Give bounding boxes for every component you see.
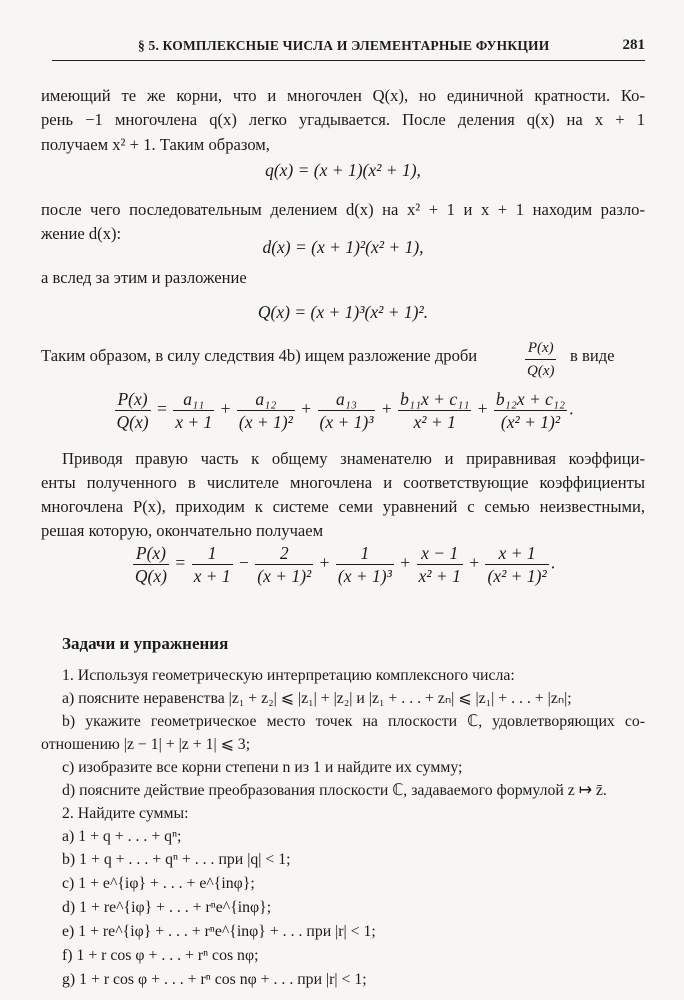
exercise-item: f) 1 + r cos φ + . . . + rⁿ cos nφ; (62, 947, 259, 964)
exercises-heading: Задачи и упражнения (62, 634, 229, 653)
running-header (52, 38, 645, 61)
paragraph-line: получаем x² + 1. Таким образом, (41, 135, 270, 154)
fraction-denominator: Q(x) (527, 363, 555, 379)
inline-fraction (523, 337, 558, 382)
fraction-numerator: P(x) (525, 337, 556, 360)
exercise-item: 1. Используя геометрическую интерпретацию комплексного числа: (62, 667, 515, 684)
paragraph-line: жение d(x): (41, 224, 122, 243)
paragraph-line: многочлена P(x), приходим к системе семи уравнений с семью неизвестными, (41, 497, 645, 516)
exercise-item: a) поясните неравенства |z₁ + z₂| ⩽ |z₁| + |z₂| и |z₁ + . . . + zₙ| ⩽ |z₁| + . . . + |zₙ|; (62, 690, 572, 707)
exercise-item: c) изобразите все корни степени n из 1 и найдите их сумму; (62, 759, 463, 776)
paragraph-line: решая которую, окончательно получаем (41, 521, 324, 540)
exercise-item: d) поясните действие преобразования плоскости ℂ, задаваемого формулой z ↦ z̄. (62, 782, 607, 799)
paragraph-line: имеющий те же корни, что и многочлен Q(x), но единичной кратности. Ко- (41, 86, 645, 105)
page-number: 281 (622, 37, 645, 53)
exercise-item: g) 1 + r cos φ + . . . + rⁿ cos nφ + . . . при |r| < 1; (62, 971, 367, 988)
exercise-item: a) 1 + q + . . . + qⁿ; (62, 828, 182, 845)
exercise-item: e) 1 + re^{iφ} + . . . + rⁿe^{inφ} + . . . при |r| < 1; (62, 923, 376, 940)
exercise-item: отношению |z − 1| + |z + 1| ⩽ 3; (41, 736, 251, 753)
equation-q: q(x) = (x + 1)(x² + 1), (265, 160, 421, 180)
paragraph-line: а вслед за этим и разложение (41, 268, 247, 287)
equation-result: $\frac{P(x)}{Q(x)}$ = $\frac{1}{x + 1}$ − $\frac{2}{\text{(x + 1)²}}$ + $\frac{1}{\text{(x + 1)³}}$ + $\frac{x - 1}{\text{x² + 1}}$ + $\frac{x + 1}{\text{(x² + 1)²}}$ . (134, 543, 556, 586)
paragraph-line: енты полученного в числителе многочлена и соответствующие коэффициенты (41, 473, 645, 492)
paragraph-line: Приводя правую часть к общему знаменателю и приравнивая коэффици- (62, 449, 645, 468)
paragraph-line: в виде (570, 346, 615, 365)
section-title: § 5. КОМПЛЕКСНЫЕ ЧИСЛА И ЭЛЕМЕНТАРНЫЕ ФУНКЦИИ (138, 38, 550, 53)
exercise-item: b) укажите геометрическое место точек на плоскости ℂ, удовлетворяющих со- (62, 713, 645, 730)
exercise-item: c) 1 + e^{iφ} + . . . + e^{inφ}; (62, 875, 255, 892)
exercise-item: d) 1 + re^{iφ} + . . . + rⁿe^{inφ}; (62, 899, 272, 916)
exercise-item: b) 1 + q + . . . + qⁿ + . . . при |q| < 1; (62, 851, 291, 868)
paragraph-line: рень −1 многочлена q(x) легко угадывается. После деления q(x) на x + 1 (41, 110, 645, 129)
paragraph-line: после чего последовательным делением d(x) на x² + 1 и x + 1 находим разло- (41, 200, 645, 219)
paragraph-line: Таким образом, в силу следствия 4b) ищем разложение дроби (41, 346, 478, 365)
exercise-item: 2. Найдите суммы: (62, 805, 189, 822)
equation-partial-fractions: $\frac{P(x)}{Q(x)}$ = $\frac{\text{a₁₁}}{x + 1}$ + $\frac{\text{a₁₂}}{\text{(x + 1)²}}$ + $\frac{\text{a₁₃}}{\text{(x + 1)³}}$ + $\frac{\text{b₁₁x + c₁₁}}{\text{x² + 1}}$ + $\frac{\text{b₁₂x + c₁₂}}{\text{(x² + 1)²}}$ . (116, 389, 574, 432)
equation-d: d(x) = (x + 1)²(x² + 1), (262, 237, 424, 257)
equation-Q: Q(x) = (x + 1)³(x² + 1)². (257, 302, 429, 322)
